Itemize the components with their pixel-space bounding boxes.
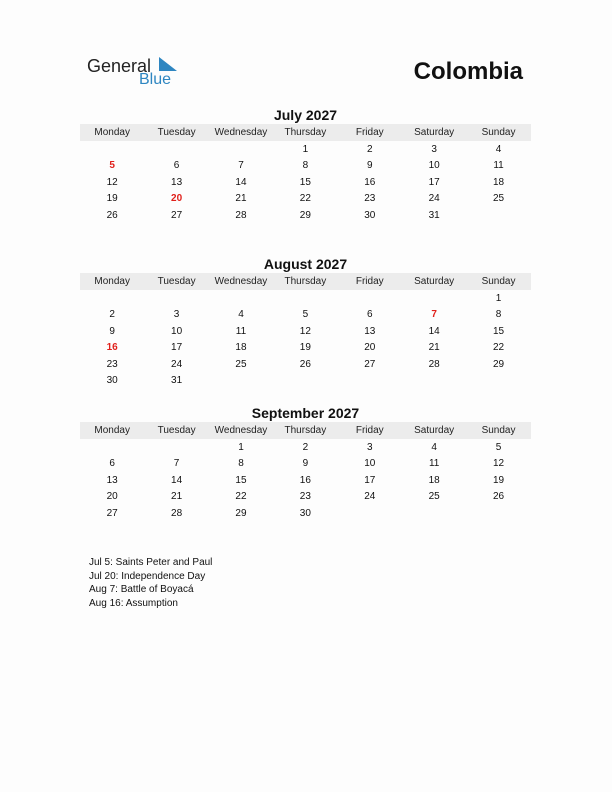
date-cell: 3: [431, 143, 437, 155]
logo-text-general: General: [87, 56, 152, 76]
date-cell: 19: [299, 342, 311, 354]
holiday-note: Aug 16: Assumption: [89, 597, 178, 609]
date-cell: 6: [366, 309, 373, 321]
date-cell: 3: [173, 309, 180, 321]
holiday-date-cell: 5: [109, 160, 115, 172]
holiday-note: Jul 20: Independence Day: [89, 570, 206, 582]
date-cell: 13: [171, 176, 183, 188]
date-cell: 15: [299, 176, 311, 188]
date-cell: 25: [492, 193, 505, 205]
holiday-date-cell: 16: [106, 342, 118, 354]
date-cell: 31: [171, 375, 183, 387]
date-cell: 3: [366, 441, 373, 453]
date-cell: 11: [493, 160, 504, 172]
date-cell: 10: [364, 458, 376, 470]
weekday-label: Sunday: [481, 127, 516, 138]
date-cell: 7: [238, 160, 244, 172]
date-cell: 21: [235, 193, 247, 205]
week-row: [80, 290, 531, 307]
week-row: [80, 456, 531, 473]
month-august: [80, 255, 531, 389]
week-row: [80, 489, 531, 506]
country-title: Colombia: [413, 58, 523, 85]
date-cell: 8: [238, 458, 244, 470]
weekday-label: Monday: [94, 425, 130, 436]
weekday-label: Tuesday: [157, 425, 196, 436]
date-cell: 28: [235, 209, 247, 221]
date-cell: 30: [364, 209, 376, 221]
date-cell: 5: [495, 441, 502, 453]
date-cell: 12: [492, 458, 505, 470]
date-cell: 24: [428, 193, 440, 205]
month-july: [80, 106, 531, 224]
date-cell: 6: [173, 160, 180, 172]
date-cell: 19: [106, 193, 118, 205]
date-cell: 12: [299, 325, 311, 337]
date-cell: 12: [106, 176, 118, 188]
date-cell: 22: [492, 342, 505, 354]
weekday-header-row: [80, 124, 531, 141]
week-row: [80, 207, 531, 224]
date-cell: 13: [106, 474, 118, 486]
date-cell: 17: [171, 342, 183, 354]
month-title: August 2027: [263, 256, 348, 272]
date-cell: 8: [302, 160, 309, 172]
month-title: July 2027: [273, 107, 338, 123]
date-cell: 29: [235, 507, 247, 519]
date-cell: 27: [171, 209, 183, 221]
week-row: [80, 323, 531, 340]
weekday-label: Wednesday: [214, 127, 268, 138]
weekday-label: Saturday: [414, 276, 455, 287]
date-cell: 11: [428, 458, 440, 470]
date-cell: 23: [106, 358, 118, 370]
date-cell: 14: [235, 176, 247, 188]
date-cell: 24: [171, 358, 183, 370]
logo-text-blue: Blue: [139, 71, 172, 88]
date-cell: 23: [299, 491, 311, 503]
date-cell: 19: [492, 474, 505, 486]
holiday-date-cell: 20: [171, 193, 183, 205]
date-cell: 21: [428, 342, 440, 354]
date-cell: 1: [238, 441, 244, 453]
date-cell: 1: [302, 143, 309, 155]
weekday-label: Wednesday: [214, 425, 268, 436]
date-cell: 13: [364, 325, 376, 337]
date-cell: 5: [302, 309, 309, 321]
date-cell: 2: [302, 441, 309, 453]
week-row: [80, 158, 531, 175]
date-cell: 16: [299, 474, 311, 486]
weekday-label: Saturday: [414, 425, 455, 436]
date-cell: 20: [364, 342, 376, 354]
date-cell: 22: [235, 491, 247, 503]
weekday-label: Monday: [94, 127, 130, 138]
date-cell: 28: [428, 358, 440, 370]
date-cell: 30: [106, 375, 118, 387]
weekday-label: Friday: [355, 127, 384, 138]
date-cell: 17: [364, 474, 376, 486]
date-cell: 1: [495, 292, 502, 304]
date-cell: 25: [235, 358, 247, 370]
date-cell: 27: [364, 358, 376, 370]
weekday-label: Wednesday: [214, 276, 268, 287]
date-cell: 27: [106, 507, 118, 519]
date-cell: 11: [235, 325, 247, 337]
week-row: [80, 356, 531, 373]
date-cell: 4: [238, 309, 244, 321]
date-cell: 10: [171, 325, 183, 337]
date-cell: 9: [302, 458, 309, 470]
weekday-label: Tuesday: [157, 276, 196, 287]
week-row: [80, 439, 531, 456]
date-cell: 17: [428, 176, 440, 188]
holiday-date-cell: 7: [431, 309, 437, 321]
date-cell: 26: [106, 209, 118, 221]
date-cell: 22: [299, 193, 311, 205]
date-cell: 9: [109, 325, 115, 337]
date-cell: 29: [492, 358, 505, 370]
date-cell: 15: [492, 325, 505, 337]
weekday-label: Saturday: [414, 127, 455, 138]
date-cell: 9: [366, 160, 373, 172]
date-cell: 28: [171, 507, 183, 519]
date-cell: 20: [106, 491, 118, 503]
week-row: [80, 174, 531, 191]
date-cell: 25: [428, 491, 440, 503]
weekday-label: Thursday: [284, 276, 327, 287]
holiday-note: Jul 5: Saints Peter and Paul: [89, 557, 213, 568]
date-cell: 24: [364, 491, 376, 503]
week-row: [80, 340, 531, 357]
date-cell: 6: [109, 458, 115, 470]
weekday-header-row: [80, 422, 531, 439]
holiday-notes: [89, 556, 212, 610]
week-row: [80, 141, 531, 158]
date-cell: 31: [428, 209, 440, 221]
weekday-label: Sunday: [481, 425, 516, 436]
week-row: [80, 373, 531, 390]
month-september: [80, 404, 531, 522]
date-cell: 18: [428, 474, 440, 486]
date-cell: 2: [366, 143, 373, 155]
weekday-label: Tuesday: [157, 127, 196, 138]
date-cell: 26: [299, 358, 311, 370]
date-cell: 4: [495, 143, 502, 155]
date-cell: 26: [492, 491, 505, 503]
date-cell: 4: [431, 441, 437, 453]
weekday-label: Monday: [94, 276, 130, 287]
date-cell: 10: [428, 160, 440, 172]
weekday-label: Thursday: [284, 425, 327, 436]
weekday-label: Friday: [355, 276, 384, 287]
date-cell: 14: [171, 474, 183, 486]
date-cell: 18: [492, 176, 505, 188]
weekday-label: Thursday: [284, 127, 327, 138]
generalblue-logo: [87, 56, 187, 92]
weekday-label: Sunday: [481, 276, 516, 287]
holiday-note: Aug 7: Battle of Boyacá: [89, 584, 194, 595]
date-cell: 18: [235, 342, 247, 354]
week-row: [80, 191, 531, 208]
week-row: [80, 505, 531, 522]
date-cell: 30: [299, 507, 311, 519]
date-cell: 15: [235, 474, 247, 486]
logo-triangle-icon: [159, 57, 177, 71]
date-cell: 21: [171, 491, 183, 503]
weekday-label: Friday: [355, 425, 384, 436]
weekday-header-row: [80, 273, 531, 290]
date-cell: 16: [364, 176, 376, 188]
week-row: [80, 472, 531, 489]
date-cell: 23: [364, 193, 376, 205]
month-title: September 2027: [251, 405, 360, 421]
date-cell: 29: [299, 209, 311, 221]
date-cell: 8: [495, 309, 502, 321]
date-cell: 7: [173, 458, 180, 470]
week-row: [80, 307, 531, 324]
date-cell: 2: [109, 309, 115, 321]
date-cell: 14: [428, 325, 440, 337]
